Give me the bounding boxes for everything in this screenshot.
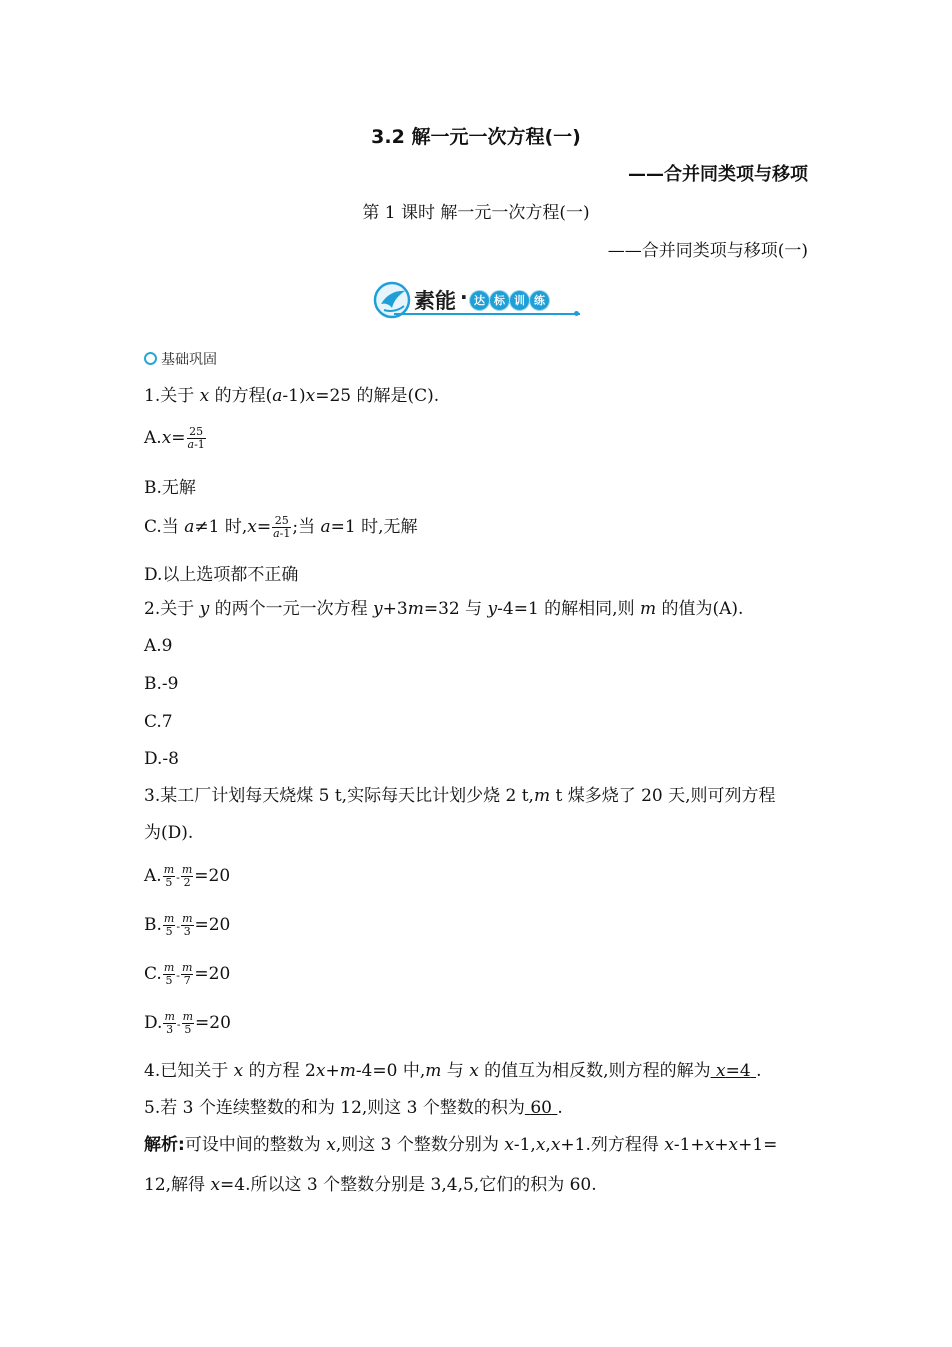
banner-dot: ·	[460, 285, 468, 309]
q5-answer: 60	[530, 1098, 552, 1118]
q1-stem: 1.关于 x 的方程(a-1)x=25 的解是(C).	[144, 386, 440, 406]
q1-option-a: A.x= $\frac{25}{a-1}$	[144, 425, 205, 451]
q5-analysis-line2: 12,解得 x=4.所以这 3 个整数分别是 3,4,5,它们的积为 60.	[144, 1175, 597, 1195]
banner-main-text: 素能	[414, 289, 456, 313]
q2-option-d: D.-8	[144, 749, 179, 769]
section-label	[144, 349, 217, 369]
q5-stem: 5.若 3 个连续整数的和为 12,则这 3 个整数的积为 60 .	[144, 1098, 563, 1118]
section-banner	[372, 279, 580, 321]
q1-option-c: C.当 a≠1 时,x= $\frac{25}{a-1}$ ;当 a=1 时,无解	[144, 514, 418, 540]
lesson-title: 第 1 课时 解一元一次方程(一)	[362, 203, 590, 223]
badge-xun: 训	[510, 291, 529, 310]
badge-biao: 标	[490, 291, 509, 310]
q2-option-c: C.7	[144, 712, 173, 732]
q5-analysis-line1: 解析:可设中间的整数为 x,则这 3 个整数分别为 x-1,x,x+1.列方程得 x-1+x+x+1=	[144, 1135, 778, 1155]
fraction: $\frac{25}{a-1}$	[273, 514, 291, 540]
q3-option-d: D. $\frac{m}{3}$ - $\frac{m}{5}$ =20	[144, 1010, 231, 1036]
q3-option-a: A. $\frac{m}{5}$ - $\frac{m}{2}$ =20	[144, 863, 231, 889]
banner-underline-dot	[574, 311, 579, 316]
q1-option-d: D.以上选项都不正确	[144, 565, 299, 585]
fraction: $\frac{25}{a-1}$	[187, 425, 205, 451]
page-subtitle: ——合并同类项与移项	[628, 164, 808, 185]
badge-da: 达	[470, 291, 489, 310]
banner-badges	[470, 289, 550, 310]
badge-lian: 练	[530, 291, 549, 310]
q3-option-b: B. $\frac{m}{5}$ - $\frac{m}{3}$ =20	[144, 912, 231, 938]
q2-stem: 2.关于 y 的两个一元一次方程 y+3m=32 与 y-4=1 的解相同,则 m 的值为(A).	[144, 599, 744, 619]
banner-underline	[394, 313, 580, 315]
lesson-subtitle: ——合并同类项与移项(一)	[607, 241, 808, 261]
q4-stem: 4.已知关于 x 的方程 2x+m-4=0 中,m 与 x 的值互为相反数,则方程的解为 x=4 .	[144, 1061, 762, 1081]
circle-bullet-icon	[144, 352, 157, 365]
q3-option-c: C. $\frac{m}{5}$ - $\frac{m}{7}$ =20	[144, 961, 231, 987]
section-label-text: 基础巩固	[161, 352, 217, 368]
page-title: 3.2 解一元一次方程(一)	[371, 126, 581, 148]
q4-answer: x=4	[716, 1061, 751, 1081]
q3-stem-line2: 为(D).	[144, 823, 194, 843]
q1-option-b: B.无解	[144, 478, 196, 498]
q2-option-b: B.-9	[144, 674, 179, 694]
q3-stem-line1: 3.某工厂计划每天烧煤 5 t,实际每天比计划少烧 2 t,m t 煤多烧了 20 天,则可列方程	[144, 786, 776, 806]
q2-option-a: A.9	[144, 636, 173, 656]
analysis-label: 解析:	[144, 1135, 185, 1155]
